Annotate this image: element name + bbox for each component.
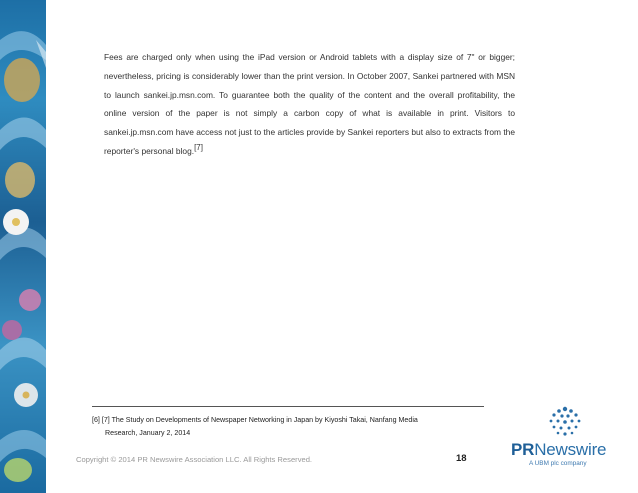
floral-pattern-icon — [0, 0, 46, 493]
footnote — [92, 414, 492, 439]
page-number: 18 — [456, 453, 467, 464]
footnote-line-1: [6] [7] The Study on Developments of Newspaper Networking in Japan by Kiyoshi Takai, Nanfang Media — [92, 416, 418, 424]
logo-name-prefix: PR — [511, 440, 535, 459]
pr-newswire-dots-icon — [547, 406, 583, 438]
copyright-notice: Copyright © 2014 PR Newswire Association LLC. All Rights Reserved. — [76, 455, 313, 464]
logo-name-rest: Newswire — [534, 440, 607, 459]
decorative-side-artwork — [0, 0, 46, 493]
body-paragraph-text: Fees are charged only when using the iPad version or Android tablets with a display size of 7" or bigger; nevertheless, pricing is considerably lower than the print version. In October 2007, Sankei partnered with MSN to launch sankei.jp.msn.com. To guarantee both the quality of the content and the overall profitability, the online version of the paper is not simply a carbon copy of what is available in print. Visitors to sankei.jp.msn.com have access not just to the articles provide by Sankei reporters but also to extracts from the reporter's personal blog. — [104, 52, 515, 156]
logo-tagline: A UBM plc company — [529, 460, 587, 467]
footnote-divider — [92, 406, 484, 407]
pr-newswire-logo[interactable] — [511, 440, 606, 460]
body-paragraph — [104, 48, 515, 161]
citation-marker[interactable]: [7] — [194, 142, 203, 152]
footnote-line-2: Research, January 2, 2014 — [105, 428, 191, 437]
